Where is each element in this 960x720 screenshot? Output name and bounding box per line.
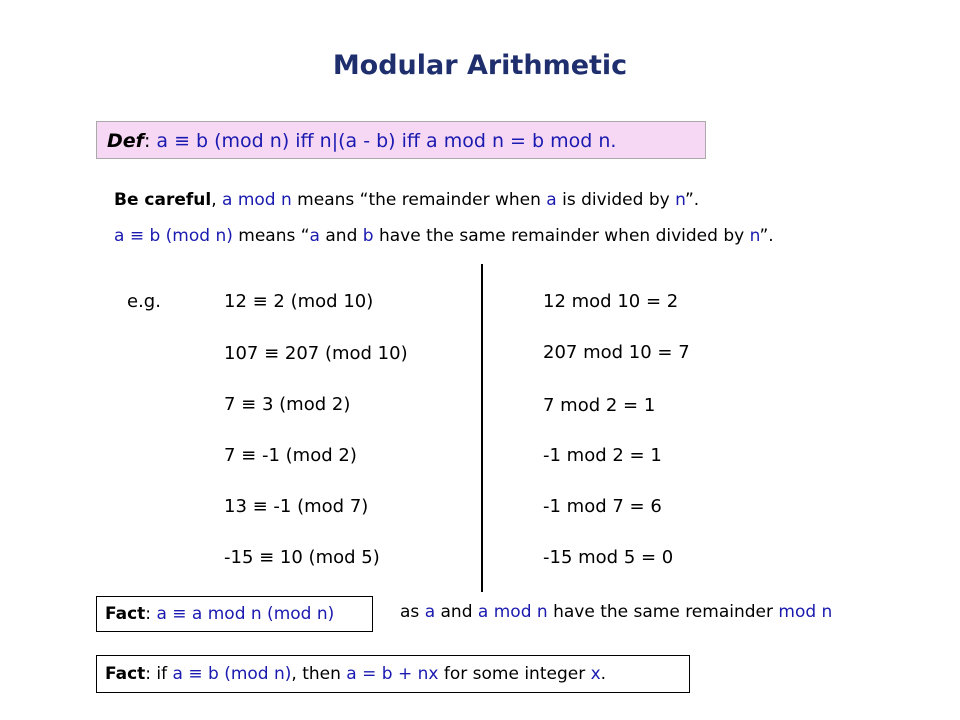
fact-2-end: . <box>600 664 607 684</box>
fact-1-note-amodn: a mod n <box>477 602 548 622</box>
fact-2-colon: : if <box>145 664 173 684</box>
column-divider <box>481 264 483 592</box>
definition-box <box>96 121 706 159</box>
careful-text-1: means “the remainder when <box>291 190 547 210</box>
fact-1-note-pre: as <box>400 602 425 622</box>
definition-colon: : <box>143 130 157 152</box>
careful-text-3: means “ <box>232 226 310 246</box>
careful-var-b: b <box>362 226 374 246</box>
mod-row: -1 mod 7 = 6 <box>543 496 662 517</box>
congruence-row: 7 ≡ -1 (mod 2) <box>224 445 357 466</box>
mod-row: -1 mod 2 = 1 <box>543 445 662 466</box>
careful-comma: , <box>211 190 223 210</box>
fact-2-congruence: a ≡ b (mod n) <box>172 664 292 684</box>
congruence-row: -15 ≡ 10 (mod 5) <box>224 547 380 568</box>
mod-row: -15 mod 5 = 0 <box>543 547 674 568</box>
careful-end-2: ”. <box>759 226 774 246</box>
careful-var-a: a <box>546 190 557 210</box>
careful-end-1: ”. <box>684 190 700 210</box>
careful-var-a-2: a <box>309 226 320 246</box>
fact-2-equation: a = b + nx <box>346 664 439 684</box>
careful-a-mod-n: a mod n <box>222 190 292 210</box>
careful-congruence: a ≡ b (mod n) <box>114 226 233 246</box>
fact-2-box <box>96 655 690 693</box>
fact-1-statement: a ≡ a mod n (mod n) <box>156 604 335 624</box>
fact-2-text-1: , then <box>291 664 347 684</box>
careful-text-5: have the same remainder when divided by <box>373 226 750 246</box>
careful-line-1 <box>114 190 699 210</box>
congruence-row: 7 ≡ 3 (mod 2) <box>224 394 351 415</box>
fact-2-text-2: for some integer <box>438 664 591 684</box>
fact-1-colon: : <box>145 604 157 624</box>
fact-1-note-text: have the same remainder <box>547 602 779 622</box>
fact-1-note-a: a <box>424 602 436 622</box>
careful-var-n: n <box>675 190 685 210</box>
fact-2-var-x: x <box>590 664 601 684</box>
mod-row: 7 mod 2 = 1 <box>543 395 656 416</box>
careful-lead: Be careful <box>114 190 212 210</box>
fact-1-note-mid: and <box>435 602 478 622</box>
congruence-row: 13 ≡ -1 (mod 7) <box>224 496 369 517</box>
congruence-row: 12 ≡ 2 (mod 10) <box>224 291 374 312</box>
careful-var-n-2: n <box>749 226 760 246</box>
congruence-row: 107 ≡ 207 (mod 10) <box>224 343 408 364</box>
mod-row: 12 mod 10 = 2 <box>543 291 679 312</box>
mod-row: 207 mod 10 = 7 <box>543 342 690 363</box>
careful-text-2: is divided by <box>556 190 676 210</box>
slide-title: Modular Arithmetic <box>332 50 628 81</box>
fact-1-box <box>96 596 373 632</box>
fact-1-note-modn: mod n <box>778 602 833 622</box>
fact-1-note <box>400 602 832 622</box>
examples-label: e.g. <box>127 291 161 312</box>
definition-label: Def <box>107 130 144 152</box>
fact-1-label: Fact <box>105 604 146 624</box>
careful-text-4: and <box>319 226 363 246</box>
fact-2-label: Fact <box>105 664 146 684</box>
definition-text: a ≡ b (mod n) iff n|(a - b) iff a mod n = b mod n. <box>156 130 617 152</box>
careful-line-2 <box>114 226 774 246</box>
